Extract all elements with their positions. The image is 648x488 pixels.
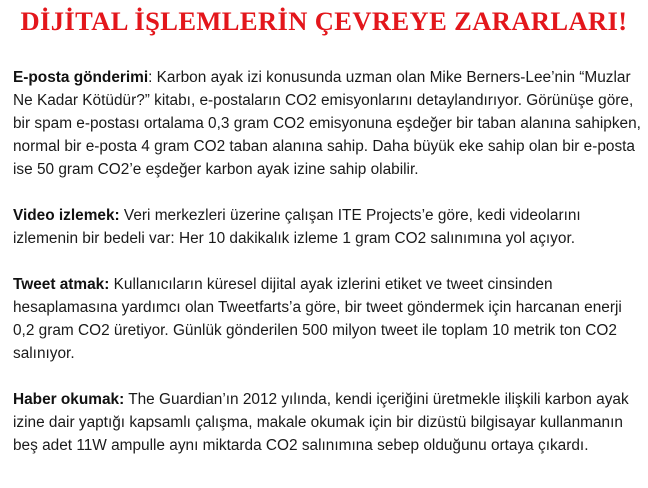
section-label: E-posta gönderimi	[13, 69, 149, 86]
section-video	[13, 204, 643, 250]
section-email	[13, 66, 643, 181]
page-title: DİJİTAL İŞLEMLERİN ÇEVREYE ZARARLARI!	[20, 6, 628, 36]
section-label: Video izlemek:	[13, 207, 120, 224]
section-label: Tweet atmak:	[13, 276, 110, 293]
label-separator: :	[148, 69, 157, 86]
section-text: Karbon ayak izi konusunda uzman olan Mike Berners-Lee’nin “Muzlar Ne Kadar Kötüdür?” kitabı, e-postaların CO2 emisyonlarını detaylandırıyor. Görünüşe göre, bir spam e-postası ortalama 0,3 gram CO2 emisyonuna eşdeğer bir taban alanına sahipken, normal bir e-posta 4 gram CO2 taban alanına sahip. Daha büyük eke sahip olan bir e-posta ise 50 gram CO2’e eşdeğer karbon ayak izine sahip olabilir.	[13, 69, 641, 178]
section-text: Veri merkezleri üzerine çalışan ITE Projects’e göre, kedi videolarını izlemenin bir bedeli var: Her 10 dakikalık izleme 1 gram CO2 salınımına yol açıyor.	[13, 207, 581, 247]
section-news	[13, 388, 643, 457]
section-text: The Guardian’ın 2012 yılında, kendi içeriğini üretmekle ilişkili karbon ayak izine dair yaptığı kapsamlı çalışma, makale okumak için bir dizüstü bilgisayar kullanmanın beş adet 11W ampulle aynı miktarda CO2 salınımına sebep olduğunu ortaya çıkardı.	[13, 391, 629, 454]
section-label: Haber okumak:	[13, 391, 125, 408]
article-body	[13, 66, 643, 480]
section-tweet	[13, 273, 643, 365]
section-text: Kullanıcıların küresel dijital ayak izlerini etiket ve tweet cinsinden hesaplamasına yardımcı olan Tweetfarts’a göre, bir tweet göndermek için harcanan enerji 0,2 gram CO2 üretiyor. Günlük gönderilen 500 milyon tweet ile toplam 10 metrik ton CO2 salınıyor.	[13, 276, 622, 362]
